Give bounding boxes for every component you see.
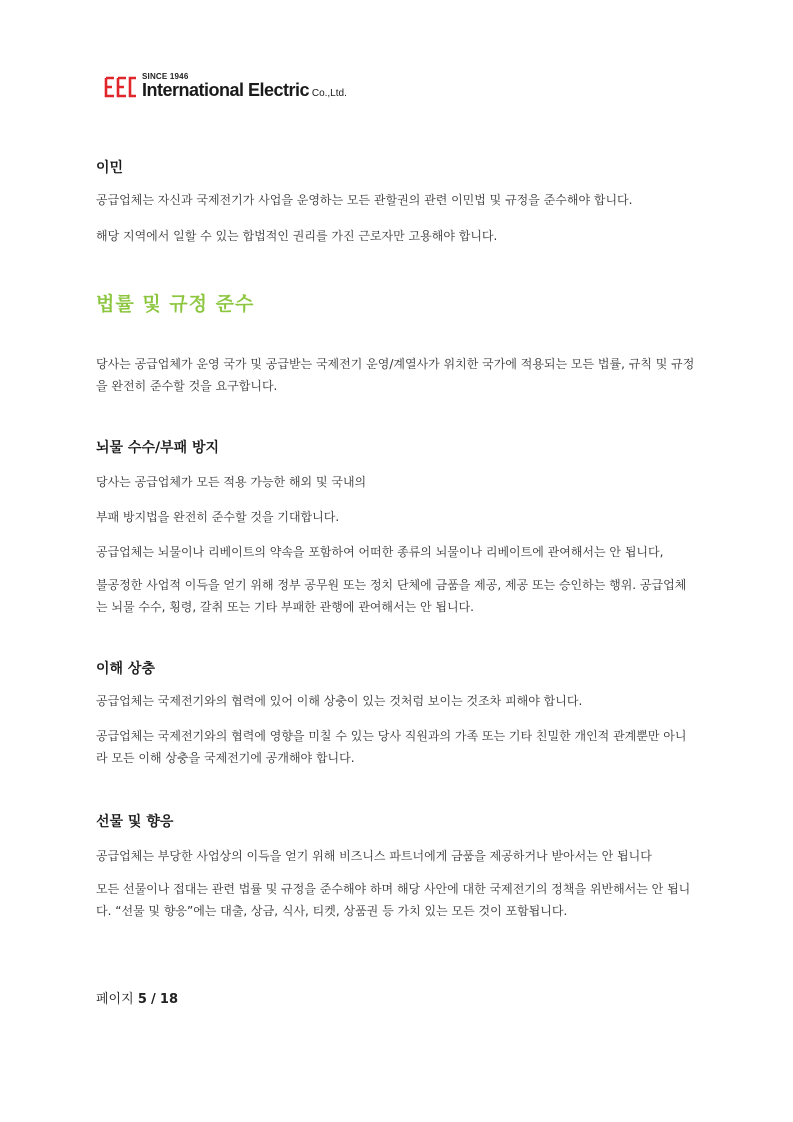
heading-compliance: 법률 및 규정 준수 xyxy=(96,293,255,315)
page-number xyxy=(96,988,178,1007)
heading-conflict: 이해 상충 xyxy=(96,661,155,677)
bribery-paragraph-4: 불공정한 사업적 이득을 얻기 위해 정부 공무원 또는 정치 단체에 금품을 제공, 제공 또는 승인하는 행위. 공급업체는 뇌물 수수, 횡령, 갈취 또는 기타 부패한 관행에 관여해서는 안 됩니다. xyxy=(96,578,687,614)
heading-immigration: 이민 xyxy=(96,160,124,176)
bribery-paragraph-3: 공급업체는 뇌물이나 리베이트의 약속을 포함하여 어떠한 종류의 뇌물이나 리베이트에 관여해서는 안 됩니다, xyxy=(96,545,664,559)
gifts-paragraph-2: 모든 선물이나 접대는 관련 법률 및 규정을 준수해야 하며 해당 사안에 대한 국제전기의 정책을 위반해서는 안 됩니다. “선물 및 향응”에는 대출, 상금, 식사, 티켓, 상품권 등 가치 있는 모든 것이 포함됩니다. xyxy=(96,882,691,918)
gifts-paragraph-1: 공급업체는 부당한 사업상의 이득을 얻기 위해 비즈니스 파트너에게 금품을 제공하거나 받아서는 안 됩니다 xyxy=(96,849,652,863)
compliance-paragraph-1: 당사는 공급업체가 운영 국가 및 공급받는 국제전기 운영/계열사가 위치한 국가에 적용되는 모든 법률, 규칙 및 규정을 완전히 준수할 것을 요구합니다. xyxy=(96,357,695,393)
logo-since-text: SINCE 1946 xyxy=(142,72,189,81)
iec-logo-mark-icon xyxy=(104,76,138,98)
company-logo xyxy=(104,72,347,104)
immigration-paragraph-1: 공급업체는 자신과 국제전기가 사업을 운영하는 모든 관할권의 관련 이민법 및 규정을 준수해야 합니다. xyxy=(96,193,633,207)
heading-bribery: 뇌물 수수/부패 방지 xyxy=(96,440,220,456)
logo-company-name: International Electric Co.,Ltd. xyxy=(142,80,347,100)
immigration-paragraph-2: 해당 지역에서 일할 수 있는 합법적인 권리를 가진 근로자만 고용해야 합니다. xyxy=(96,229,498,243)
page-label: 페이지 xyxy=(96,992,134,1007)
page-separator: / xyxy=(151,992,156,1007)
conflict-paragraph-2: 공급업체는 국제전기와의 협력에 영향을 미칠 수 있는 당사 직원과의 가족 또는 기타 친밀한 개인적 관계뿐만 아니라 모든 이해 상충을 국제전기에 공개해야 합니다. xyxy=(96,729,687,765)
conflict-paragraph-1: 공급업체는 국제전기와의 협력에 있어 이해 상충이 있는 것처럼 보이는 것조차 피해야 합니다. xyxy=(96,694,583,708)
page-total: 18 xyxy=(159,992,178,1007)
page-current: 5 xyxy=(137,992,147,1007)
bribery-paragraph-2: 부패 방지법을 완전히 준수할 것을 기대합니다. xyxy=(96,510,340,524)
bribery-paragraph-1: 당사는 공급업체가 모든 적용 가능한 해외 및 국내의 xyxy=(96,475,367,489)
heading-gifts: 선물 및 향응 xyxy=(96,814,174,830)
